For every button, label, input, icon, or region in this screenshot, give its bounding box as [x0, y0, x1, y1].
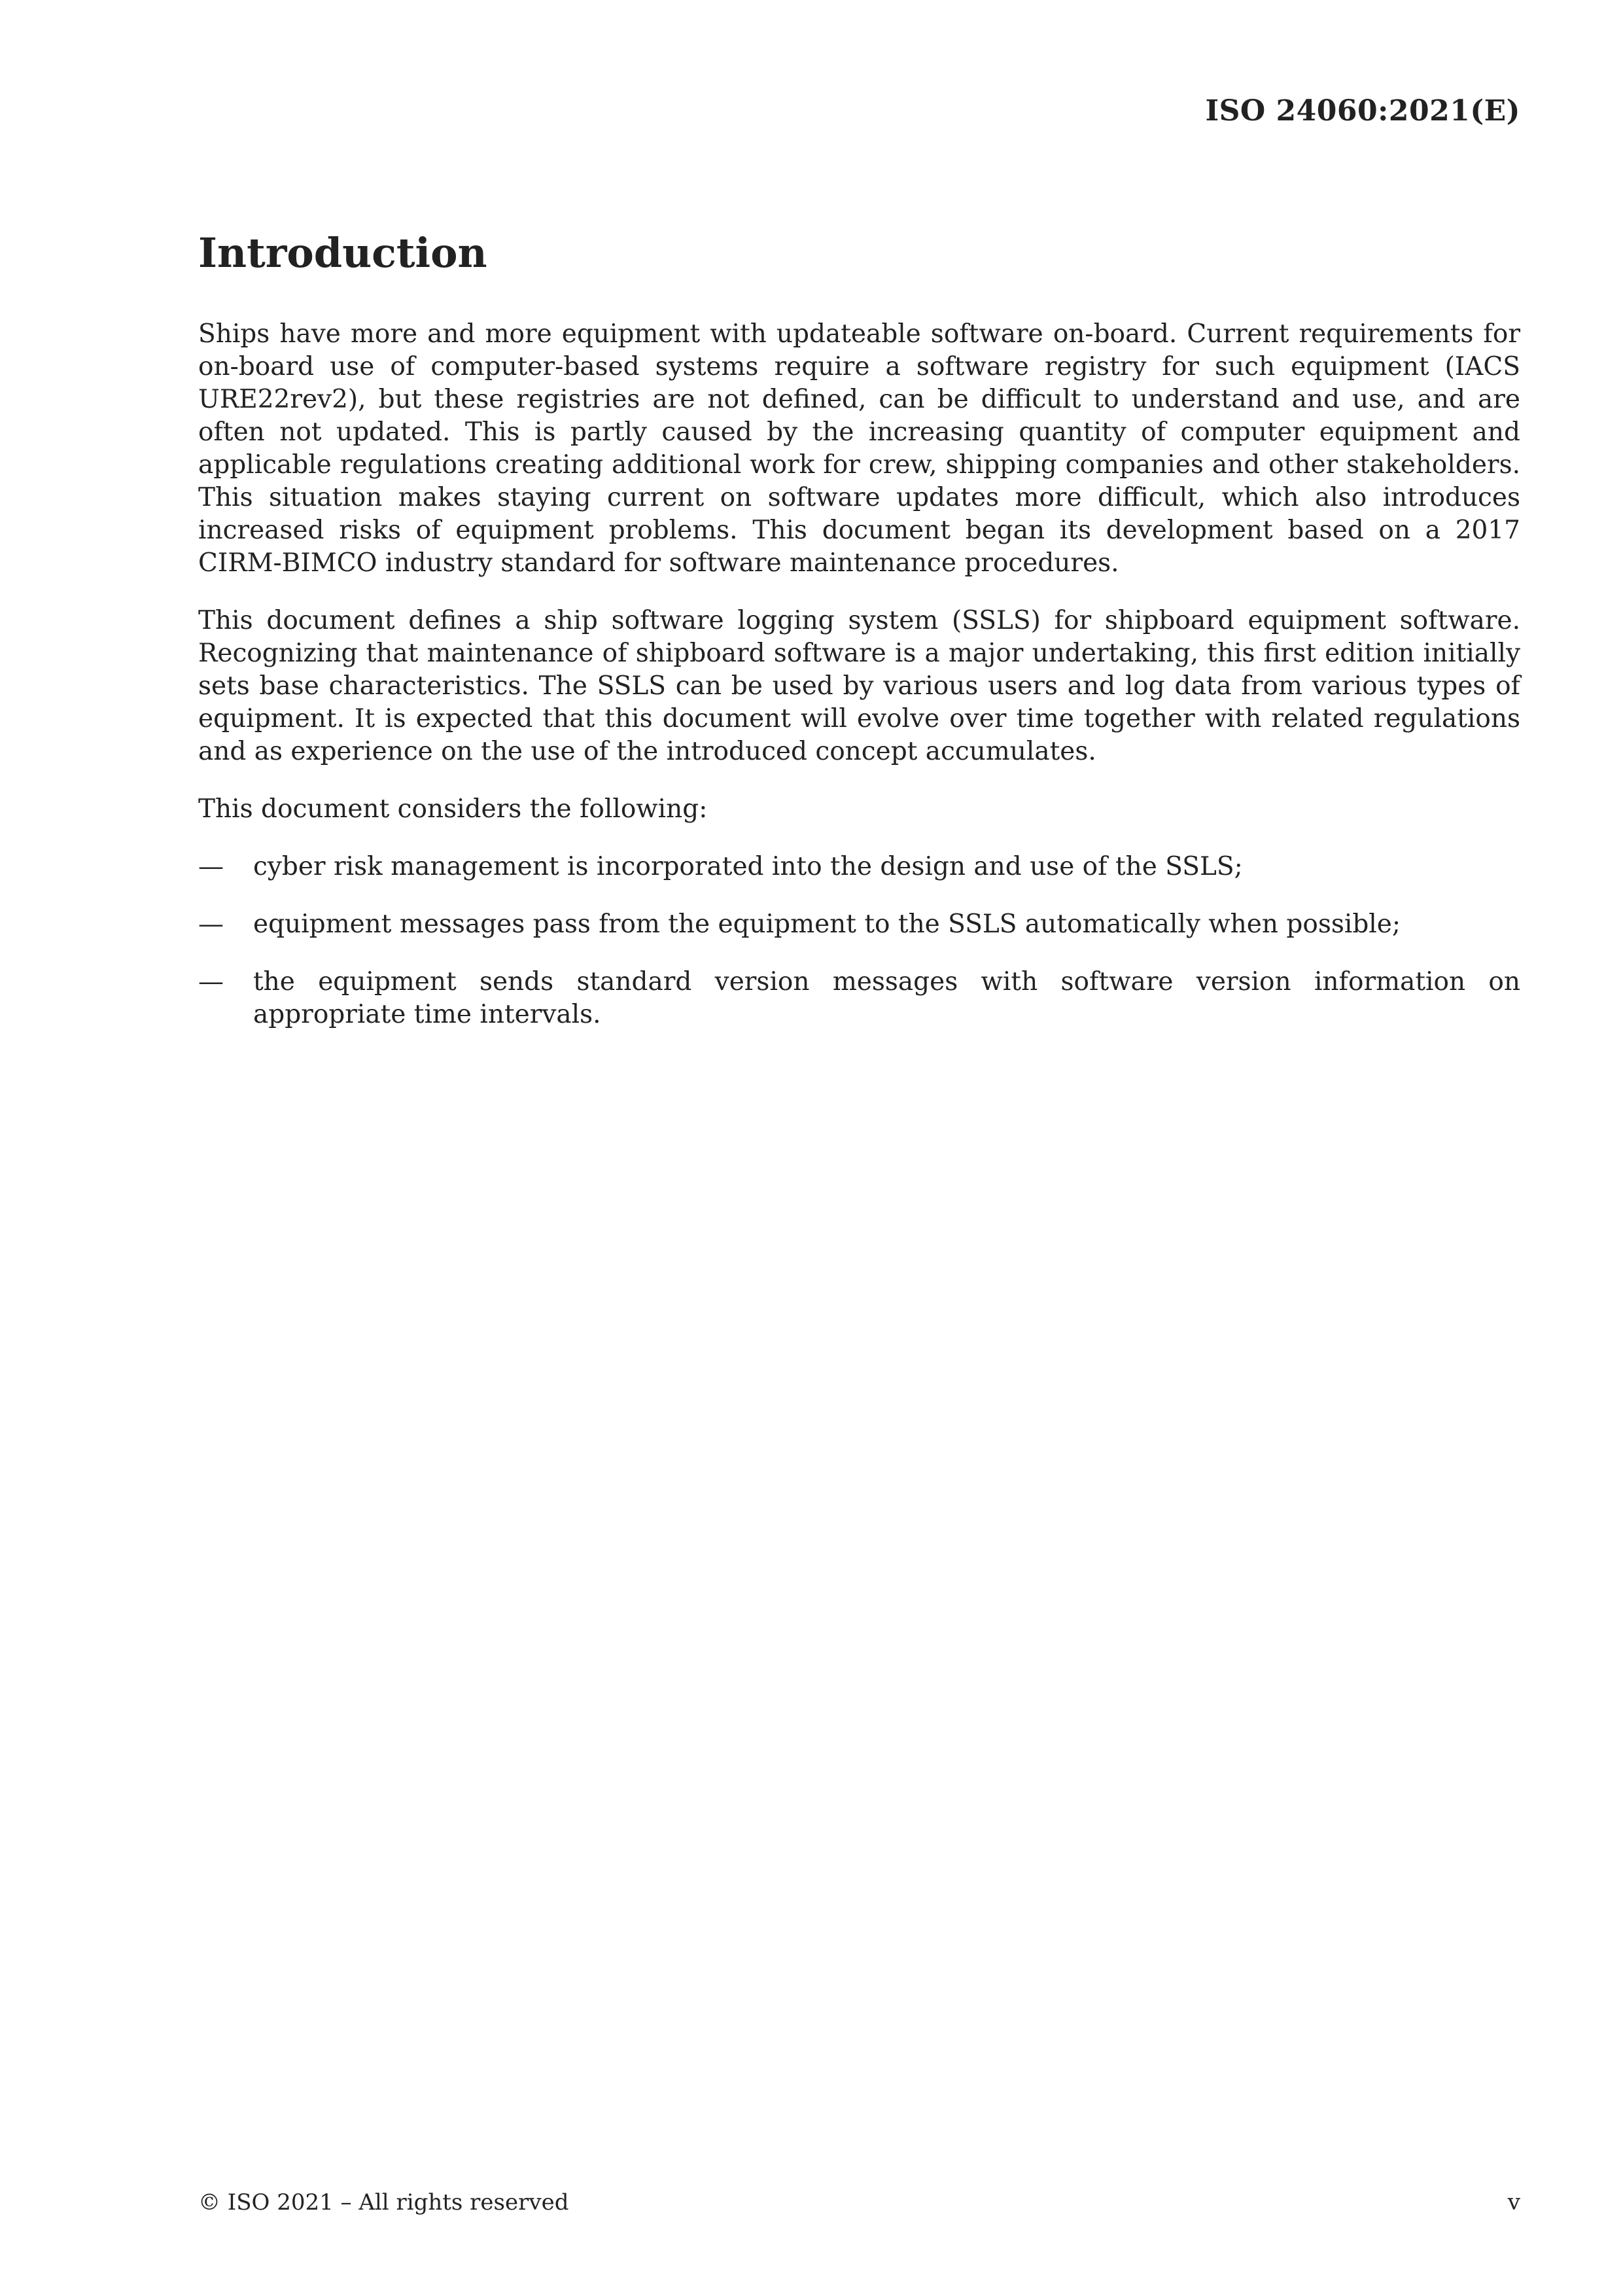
footer-copyright: © ISO 2021 – All rights reserved — [198, 2189, 569, 2216]
section-title: Introduction — [198, 229, 487, 277]
list-item-text: cyber risk management is incorporated into the design and use of the SSLS; — [253, 852, 1243, 881]
list-dash: — — [198, 852, 224, 881]
document-id: ISO 24060:2021(E) — [1205, 94, 1520, 128]
intro-paragraph-2: This document defines a ship software logging system (SSLS) for shipboard equipment software. Recognizing that maintenance of shipboard software is a major undertaking, this first edition initially sets base characteristics. The SSLS can be used by various users and log data from various types of equipment. It is expected that this document will evolve over time together with related regulations and as experience on the use of the introduced concept accumulates. — [198, 606, 1520, 766]
considerations-list — [198, 851, 1520, 1031]
list-item-text: the equipment sends standard version messages with software version information on appropriate time intervals. — [253, 967, 1520, 1029]
intro-paragraph-3: This document considers the following: — [198, 794, 708, 824]
section-body — [198, 318, 1520, 1056]
page-number: v — [1507, 2189, 1520, 2216]
list-dash: — — [198, 910, 224, 939]
intro-paragraph-1: Ships have more and more equipment with updateable software on-board. Current requirements for on-board use of computer-based systems require a software registry for such equipment (IACS URE22rev2), but these registries are not defined, can be difficult to understand and use, and are often not updated. This is partly caused by the increasing quantity of computer equipment and applicable regulations creating additional work for crew, shipping companies and other stakeholders. This situation makes staying current on software updates more difficult, which also introduces increased risks of equipment problems. This document began its development based on a 2017 CIRM-BIMCO industry standard for software maintenance procedures. — [198, 319, 1520, 578]
list-item-text: equipment messages pass from the equipment to the SSLS automatically when possible; — [253, 910, 1401, 939]
list-dash: — — [198, 967, 224, 997]
list-item — [198, 966, 1520, 1031]
list-item — [198, 908, 1520, 941]
list-item — [198, 851, 1520, 883]
